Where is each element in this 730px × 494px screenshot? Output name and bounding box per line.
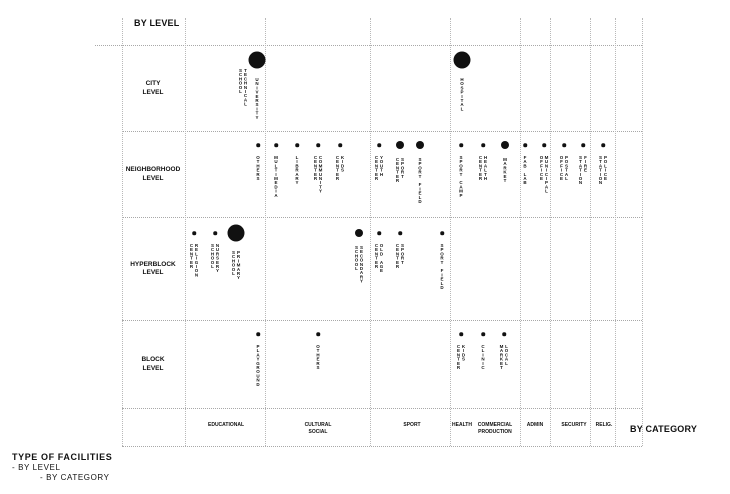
facility-dot-kids-center xyxy=(459,332,463,336)
facility-label-fire-station: FIRE STATION xyxy=(578,154,588,185)
grid-line xyxy=(265,18,266,446)
facility-label-kids-center: KIDS CENTER xyxy=(335,154,345,180)
facility-dot-old-age-center xyxy=(377,231,381,235)
facility-dot-sport-field xyxy=(440,231,444,235)
facility-label-market: MARKET xyxy=(502,157,508,183)
category-label-health: HEALTH xyxy=(452,422,472,428)
level-label-hyperblock: HYPERBLOCK LEVEL xyxy=(130,260,176,277)
category-label-relig: RELIG. xyxy=(595,422,613,428)
facility-label-technical-school: TECHNICAL SCHOOL xyxy=(238,68,248,106)
facility-label-sport-field: SPORT FIELD xyxy=(417,157,423,204)
facility-label-fab-lab: FAB LAB xyxy=(522,154,528,185)
facility-label-others: OTHERS xyxy=(315,343,321,369)
facility-dot-sport-center xyxy=(396,141,404,149)
facility-label-health-center: HEALTH CENTER xyxy=(478,154,488,180)
facility-dot-health-center xyxy=(481,143,485,147)
grid-line xyxy=(122,320,642,321)
facility-label-kids-center: KIDS CENTER xyxy=(456,343,466,369)
facility-dot-clinic xyxy=(481,332,485,336)
grid-line xyxy=(642,18,643,446)
facility-dot-primary-school xyxy=(228,225,245,242)
facility-dot-fire-station xyxy=(581,143,585,147)
facility-dot-police-station xyxy=(601,143,605,147)
facility-dot-community-center xyxy=(316,143,320,147)
facility-dot-fab-lab xyxy=(523,143,527,147)
level-label-neighborhood: NEIGHBORHOOD LEVEL xyxy=(125,166,181,182)
grid-line xyxy=(122,446,642,447)
facility-dot-sport-camp xyxy=(459,143,463,147)
facility-dot-municipal-office xyxy=(542,143,546,147)
grid-line xyxy=(520,18,521,446)
legend-line-level: - BY LEVEL xyxy=(12,463,61,472)
facility-label-secondary-school: SECONDARY SCHOOL xyxy=(354,245,364,283)
facility-label-multimedia: MULTIMEDIA xyxy=(273,154,279,197)
grid-line xyxy=(450,18,451,446)
facility-label-old-age-center: OLD AGE CENTER xyxy=(374,242,384,273)
facility-label-others: OTHERS xyxy=(255,154,261,180)
facility-label-sport-center: SPORT CENTER xyxy=(395,157,405,183)
facility-dot-multimedia xyxy=(274,143,278,147)
facility-dot-hospital xyxy=(454,52,471,69)
facility-label-hospital: HOSPITAL xyxy=(459,76,465,111)
category-label-security: SECURITY xyxy=(561,422,587,428)
category-label-sport: SPORT xyxy=(403,422,421,428)
facility-dot-secondary-school xyxy=(355,229,363,237)
facility-label-library: LIBRARY xyxy=(294,154,300,185)
facility-dot-others xyxy=(316,332,320,336)
facility-label-sport-center: SPORT CENTER xyxy=(395,242,405,268)
grid-line xyxy=(185,217,642,218)
grid-line xyxy=(370,18,371,446)
facility-label-sport-camp: SPORT CAMP xyxy=(458,154,464,197)
level-label-city: CITY LEVEL xyxy=(142,80,164,96)
by-category-heading: BY CATEGORY xyxy=(630,424,698,434)
facility-dot-university xyxy=(249,52,266,69)
facility-dot-library xyxy=(295,143,299,147)
facility-label-primary-school: PRIMARY SCHOOL xyxy=(231,249,241,279)
category-label-educational: EDUCATIONAL xyxy=(207,422,245,428)
facility-dot-postal-office xyxy=(562,143,566,147)
facility-label-municipal-office: MUNICIPAL OFFICE xyxy=(539,154,549,193)
facility-dot-local-market xyxy=(502,332,506,336)
by-level-heading: BY LEVEL xyxy=(134,18,180,28)
category-label-cultural: CULTURAL SOCIAL xyxy=(304,422,332,435)
facility-label-sport-field: SPORT FIELD xyxy=(439,242,445,289)
legend-title: TYPE OF FACILITIES xyxy=(12,452,113,462)
facility-label-youth-center: YOUTH CENTER xyxy=(374,154,384,180)
facility-dot-playground xyxy=(256,332,260,336)
level-label-block: BLOCK LEVEL xyxy=(141,356,165,372)
facility-label-police-station: POLICE STATION xyxy=(598,154,608,185)
facility-label-nursery-school: NURSERY SCHOOL xyxy=(210,242,220,273)
category-label-admin: ADMIN xyxy=(526,422,544,428)
facility-dot-nursery-school xyxy=(213,231,217,235)
facility-dot-religion-center xyxy=(192,231,196,235)
facility-label-university: UNIVERSITY xyxy=(254,76,260,119)
grid-line xyxy=(550,18,551,446)
grid-line xyxy=(615,18,616,446)
legend-line-category: - BY CATEGORY xyxy=(40,473,110,482)
grid-line xyxy=(185,18,186,446)
facility-dot-kids-center xyxy=(338,143,342,147)
grid-line xyxy=(590,18,591,446)
facility-label-clinic: CLINIC xyxy=(480,343,486,369)
grid-line xyxy=(122,408,642,409)
facility-label-local-market: LOCAL MARKET xyxy=(499,343,509,369)
category-label-commercial: COMMERCIAL PRODUCTION xyxy=(477,422,513,435)
facility-dot-sport-center xyxy=(398,231,402,235)
grid-line xyxy=(122,131,642,132)
facility-label-playground: PLAYGROUND xyxy=(255,343,261,386)
facility-label-community-center: COMMUNITY CENTER xyxy=(313,154,323,193)
facility-dot-market xyxy=(501,141,509,149)
grid-line xyxy=(95,45,642,46)
facility-dot-youth-center xyxy=(377,143,381,147)
facility-dot-sport-field xyxy=(416,141,424,149)
facility-label-religion-center: RELIGION CENTER xyxy=(189,242,199,277)
facility-label-postal-office: POSTAL OFFICE xyxy=(559,154,569,180)
facility-dot-others xyxy=(256,143,260,147)
